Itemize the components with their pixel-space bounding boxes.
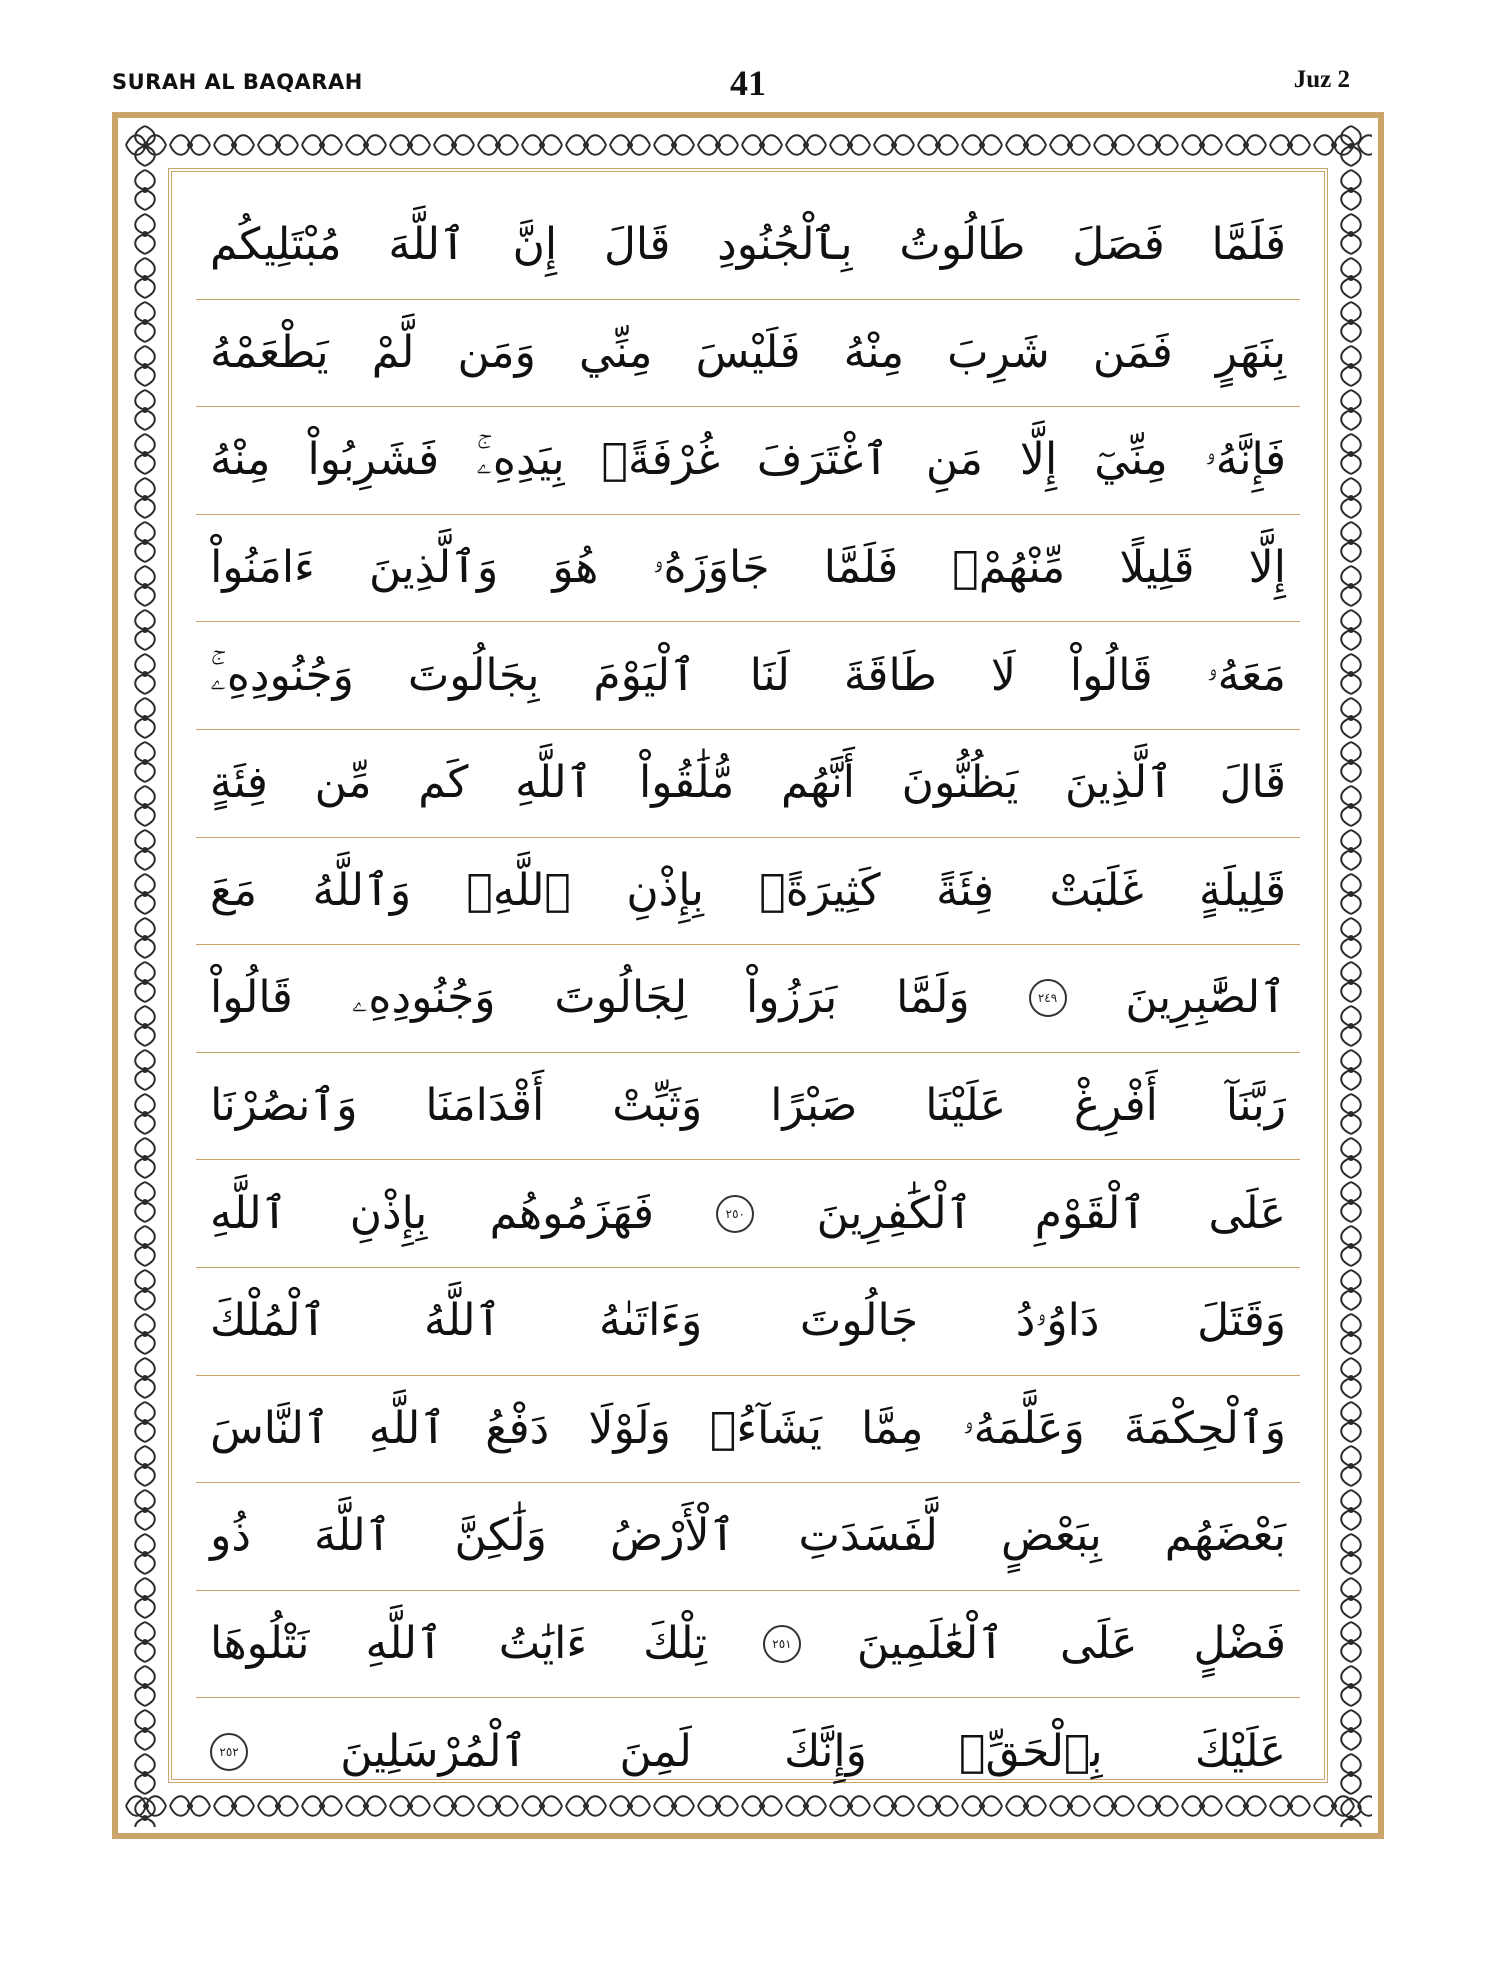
word: قَالَ [603,219,671,271]
word: وَءَاتَىٰهُ [598,1295,703,1347]
word: فَصَلَ [1072,219,1165,271]
ayah-number-marker: ٢٥١ [763,1625,801,1663]
word: ٱلصَّٰبِرِينَ [1125,972,1286,1024]
word: إِلَّا [1019,434,1058,486]
word: ٱلْعَٰلَمِينَ [856,1618,1005,1670]
text-line [196,945,1300,1053]
word: وَعَلَّمَهُۥ [962,1402,1085,1454]
word: ٱلْكَٰفِرِينَ [816,1187,973,1239]
word: بَرَزُواْ [746,972,838,1024]
ornamental-border-left [124,124,166,1827]
word: وَقَتَلَ [1197,1295,1286,1347]
text-line [196,1591,1300,1699]
quran-text [196,192,1300,1778]
word: دَفْعُ [485,1402,550,1454]
word: بَعْضَهُم [1164,1510,1286,1562]
word: مِنْهُ [210,434,271,486]
ayah-number-marker: ٢٤٩ [1029,979,1067,1017]
word: وَٱلَّذِينَ [368,542,499,594]
word: وَلَمَّا [896,972,970,1024]
word: جَالُوتَ [799,1295,919,1347]
word: فَمَن [1092,326,1173,378]
word: فَهَزَمُوهُم [489,1187,654,1239]
word: لَنَا [749,649,790,701]
word: يَشَآءُۗ [709,1402,822,1454]
word: بِٱلْجُنُودِ [717,219,853,271]
word: طَالُوتُ [899,219,1026,271]
text-line [196,1376,1300,1484]
text-line [196,1483,1300,1591]
text-line [196,1268,1300,1376]
word: ٱللَّهَ [314,1510,392,1562]
word: وَثَبِّتْ [612,1080,703,1132]
word: دَاوُۥدُ [1015,1295,1100,1347]
word: مِّن [314,757,372,809]
word: قَالُواْ [210,972,293,1024]
word: ٱلنَّاسَ [210,1402,330,1454]
word: بِإِذْنِ [349,1187,428,1239]
word: ٱغْتَرَفَ [756,434,889,486]
juz-label: Juz 2 [1293,66,1350,93]
word: بِنَهَرٍ [1215,326,1286,378]
word: قَلِيلَةٍ [1198,864,1286,916]
word: شَرِبَ [947,326,1050,378]
word: فَلَيْسَ [695,326,801,378]
text-line [196,192,1300,300]
word: مِنِّي [578,326,653,378]
word: مِّنْهُمْۚ [952,542,1066,594]
word: وَمَن [457,326,536,378]
word: بِيَدِهِۦۚ [476,434,565,486]
word: ٱللَّهَ [388,219,466,271]
ayah-number-marker: ٢٥٢ [210,1733,248,1771]
word: عَلَيْنَا [925,1080,1007,1132]
word: نَتْلُوهَا [210,1618,310,1670]
word: مَعَ [210,864,258,916]
word: جَاوَزَهُۥ [652,542,770,594]
surah-title: SURAH AL BAQARAH [112,70,363,94]
word: أَنَّهُم [781,757,856,809]
word: يَظُنُّونَ [901,757,1019,809]
word: ٱللَّهِ [210,1187,288,1239]
word: كَم [418,757,469,809]
ornamental-border-top [124,124,1372,166]
text-line [196,622,1300,730]
word: ٱللَّهِ [515,757,593,809]
word: مُّلَٰقُواْ [639,757,735,809]
word: وَجُنُودِهِۦۚ [210,649,354,701]
word: لَّمْ [371,326,415,378]
word: لَا [990,649,1016,701]
word: إِلَّا [1248,542,1286,594]
word: فَلَمَّا [1211,219,1286,271]
word: يَطْعَمْهُ [210,326,329,378]
word: لَمِنَ [619,1726,692,1778]
word: فَضْلٍ [1193,1618,1286,1670]
word: هُوَ [552,542,599,594]
word: رَبَّنَآ [1225,1080,1286,1132]
word: وَٱلْحِكْمَةَ [1123,1402,1286,1454]
word: أَقْدَامَنَا [425,1080,545,1132]
word: ٱللَّهِۗ [466,864,571,916]
word: فَإِنَّهُۥ [1204,434,1286,486]
word: مِنْهُ [843,326,905,378]
word: عَلَى [1060,1618,1138,1670]
word: ذُو [210,1510,251,1562]
word: صَبْرًا [770,1080,858,1132]
text-line [196,1053,1300,1161]
word: ٱللَّهِ [365,1618,443,1670]
text-line [196,300,1300,408]
word: فِئَةٍ [210,757,268,809]
word: إِنَّ [512,219,558,271]
word: فَشَرِبُواْ [307,434,440,486]
word: مُبْتَلِيكُم [210,219,342,271]
word: قَالَ [1219,757,1286,809]
ayah-number-marker: ٢٥٠ [716,1195,754,1233]
word: طَاقَةَ [843,649,937,701]
word: ءَامَنُواْ [210,542,315,594]
word: غَلَبَتْ [1049,864,1144,916]
word: ٱلْأَرْضُ [610,1510,736,1562]
word: وَٱللَّهُ [312,864,412,916]
word: غُرْفَةًۢ [601,434,720,486]
word: مَنِ [925,434,983,486]
text-line [196,515,1300,623]
ornamental-border-right [1330,124,1372,1827]
word: وَلَوْلَا [588,1402,671,1454]
text-line [196,730,1300,838]
text-line [196,1160,1300,1268]
word: وَجُنُودِهِۦ [351,972,496,1024]
word: تِلْكَ [643,1618,707,1670]
word: ٱلْيَوْمَ [593,649,696,701]
text-line [196,838,1300,946]
word: بِبَعْضٍ [1001,1510,1102,1562]
word: أَفْرِغْ [1074,1080,1158,1132]
word: ٱللَّهِ [368,1402,447,1454]
word: ءَايَٰتُ [498,1618,588,1670]
word: مَعَهُۥ [1206,649,1286,701]
text-panel [168,168,1328,1783]
word: مِنِّيٓ [1094,434,1168,486]
word: لِجَالُوتَ [554,972,688,1024]
word: فَلَمَّا [823,542,899,594]
word: بِجَالُوتَ [407,649,540,701]
page-frame [112,112,1384,1839]
word: بِٱلْحَقِّۚ [959,1726,1103,1778]
word: قَالُواْ [1069,649,1153,701]
page-number: 41 [730,63,766,103]
word: ٱلَّذِينَ [1064,757,1173,809]
word: كَثِيرَةًۢ [759,864,881,916]
word: فِئَةً [936,864,994,916]
word: ٱللَّهُ [423,1295,502,1347]
word: عَلَيْكَ [1194,1726,1286,1778]
word: بِإِذْنِ [626,864,704,916]
word: وَإِنَّكَ [784,1726,867,1778]
word: ٱلْقَوْمِ [1034,1187,1147,1239]
word: وَلَٰكِنَّ [454,1510,547,1562]
word: قَلِيلًا [1119,542,1195,594]
word: لَّفَسَدَتِ [798,1510,938,1562]
word: وَٱنصُرْنَا [210,1080,358,1132]
word: ٱلْمُلْكَ [210,1295,327,1347]
text-line [196,407,1300,515]
word: ٱلْمُرْسَلِينَ [340,1726,528,1778]
word: مِمَّا [861,1402,924,1454]
word: عَلَى [1208,1187,1286,1239]
text-line [196,1698,1300,1806]
page-header [0,62,1496,112]
